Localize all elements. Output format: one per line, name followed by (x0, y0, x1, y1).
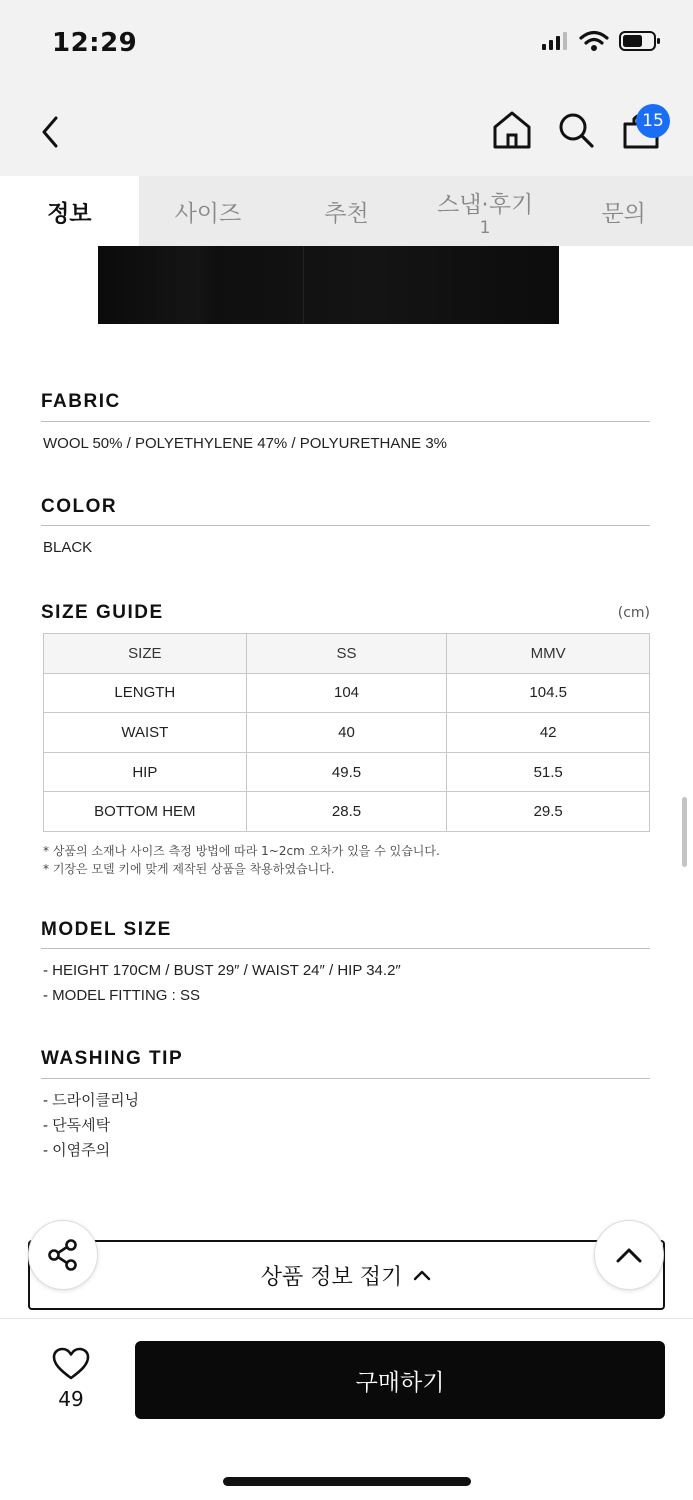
model-size-line: - MODEL FITTING : SS (43, 987, 200, 1004)
top-nav-bar (0, 88, 693, 176)
note-line: * 상품의 소재나 사이즈 측정 방법에 따라 1~2cm 오차가 있을 수 있습니다. (43, 844, 440, 858)
table-header: SS (246, 634, 447, 674)
model-size-line: - HEIGHT 170CM / BUST 29″ / WAIST 24″ / HIP 34.2″ (43, 962, 401, 979)
table-header: MMV (447, 634, 650, 674)
fold-button-label: 상품 정보 접기 (260, 1264, 403, 1290)
divider (41, 1078, 650, 1079)
washing-tip-line: - 드라이클리닝 (43, 1092, 140, 1109)
fold-product-info-button[interactable] (28, 1240, 665, 1310)
table-row (44, 673, 650, 713)
table-cell: 29.5 (447, 792, 650, 832)
table-cell: 49.5 (246, 752, 447, 792)
table-cell: 104.5 (447, 673, 650, 713)
table-row (44, 792, 650, 832)
signal-icon (541, 31, 569, 51)
table-cell: 51.5 (447, 752, 650, 792)
chevron-up-small-icon (412, 1268, 432, 1282)
tab-snap-review[interactable] (416, 176, 555, 246)
table-header: SIZE (44, 634, 247, 674)
divider (41, 525, 650, 526)
color-title: COLOR (41, 496, 118, 517)
search-icon (555, 108, 597, 152)
tab-inquiry[interactable] (554, 176, 693, 246)
tab-info[interactable] (0, 176, 139, 246)
table-row (44, 713, 650, 753)
wifi-icon (579, 30, 609, 52)
table-cell: LENGTH (44, 673, 247, 713)
fabric-title: FABRIC (41, 391, 121, 412)
product-image (98, 246, 559, 324)
heart-icon (52, 1347, 90, 1381)
buy-button[interactable]: 구매하기 (135, 1341, 665, 1419)
share-icon (45, 1237, 81, 1273)
fabric-text: WOOL 50% / POLYETHYLENE 47% / POLYURETHANE 3% (43, 435, 448, 452)
tab-size[interactable] (139, 176, 278, 246)
product-tabs (0, 176, 693, 246)
washing-tip-text (43, 1088, 139, 1163)
tab-label: 문의 (601, 200, 646, 227)
battery-icon (619, 30, 661, 52)
back-button[interactable] (34, 110, 70, 154)
divider (41, 948, 650, 949)
cart-count-badge: 15 (636, 104, 670, 138)
table-header-row (44, 634, 650, 674)
table-cell: WAIST (44, 713, 247, 753)
table-cell: BOTTOM HEM (44, 792, 247, 832)
table-cell: 42 (447, 713, 650, 753)
washing-tip-line: - 이염주의 (43, 1142, 111, 1159)
table-cell: HIP (44, 752, 247, 792)
home-indicator (223, 1477, 471, 1486)
washing-tip-line: - 단독세탁 (43, 1117, 111, 1134)
size-table (43, 633, 650, 832)
washing-tip-title: WASHING TIP (41, 1048, 184, 1069)
status-icons (541, 30, 661, 52)
back-icon (34, 110, 70, 154)
table-cell: 40 (246, 713, 447, 753)
bottom-action-bar (0, 1318, 693, 1500)
garment-seam (303, 246, 304, 324)
tab-review-count: 1 (479, 217, 491, 238)
tab-label: 사이즈 (174, 200, 242, 227)
share-button[interactable] (28, 1220, 98, 1290)
divider (41, 421, 650, 422)
table-cell: 104 (246, 673, 447, 713)
size-unit: (cm) (617, 605, 650, 621)
model-size-text (43, 958, 401, 1008)
chevron-up-icon (614, 1245, 644, 1265)
size-notes (43, 842, 440, 878)
like-count: 49 (58, 1387, 84, 1411)
like-button[interactable] (46, 1347, 96, 1411)
color-text: BLACK (43, 539, 93, 556)
tab-label: 스냅·후기 (436, 191, 534, 218)
scroll-to-top-button[interactable] (594, 1220, 664, 1290)
table-cell: 28.5 (246, 792, 447, 832)
status-time: 12:29 (52, 28, 138, 58)
scrollbar-thumb[interactable] (682, 797, 687, 867)
size-guide-title: SIZE GUIDE (41, 602, 164, 623)
status-bar (0, 0, 693, 88)
tab-label: 추천 (324, 200, 369, 227)
search-button[interactable] (555, 108, 597, 152)
model-size-title: MODEL SIZE (41, 919, 172, 940)
tab-recommend[interactable] (277, 176, 416, 246)
home-button[interactable] (490, 108, 534, 152)
tab-label: 정보 (47, 200, 92, 227)
home-icon (490, 108, 534, 152)
table-row (44, 752, 650, 792)
note-line: * 기장은 모델 키에 맞게 제작된 상품을 착용하였습니다. (43, 862, 335, 876)
